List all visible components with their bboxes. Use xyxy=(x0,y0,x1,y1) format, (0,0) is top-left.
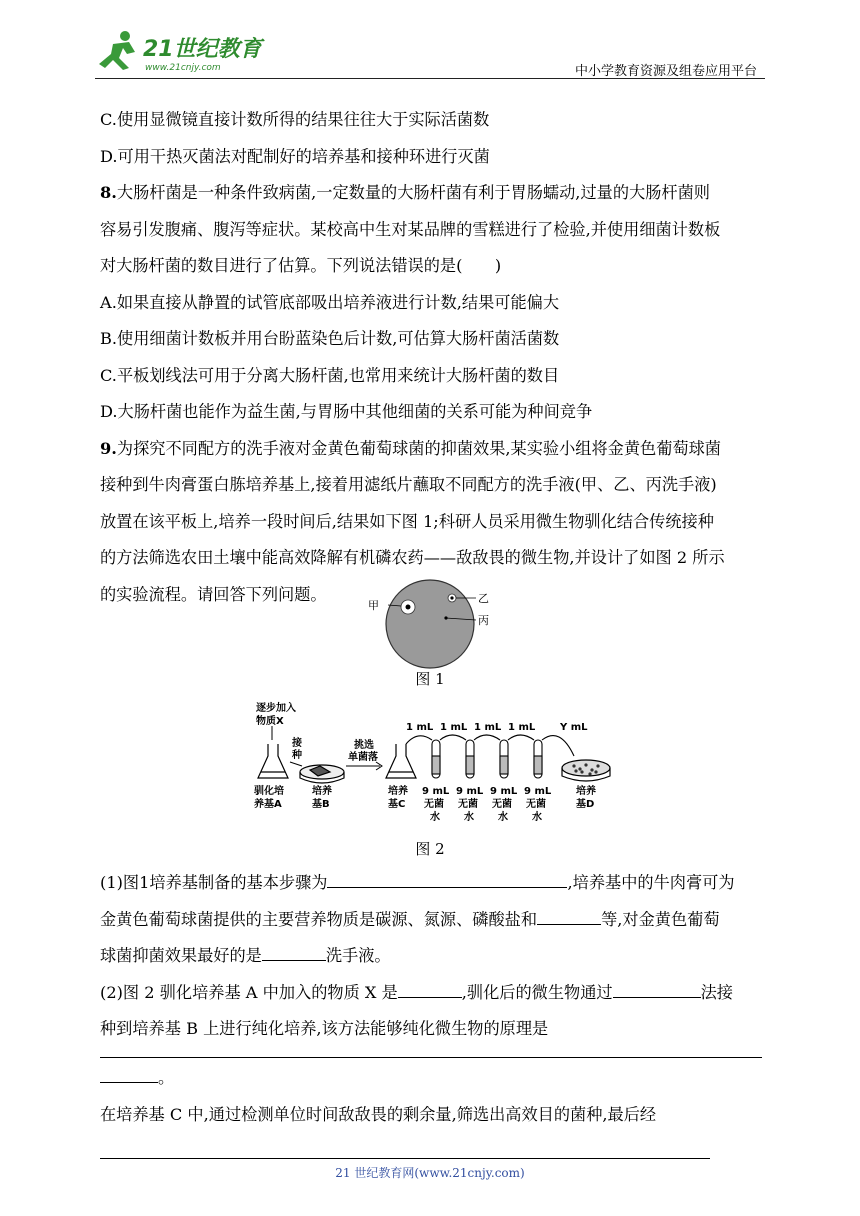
subq-2-line1 xyxy=(100,975,762,1012)
plate-b xyxy=(300,765,344,783)
vol-label-1: 1 mL xyxy=(406,722,434,733)
test-tubes xyxy=(432,740,542,778)
subq-2-text-a: (2)图 2 驯化培养基 A 中加入的物质 X 是 xyxy=(100,982,398,1002)
subq-1-text-b: ,培养基中的牛肉膏可为 xyxy=(567,873,735,892)
question-9-line2: 接种到牛肉膏蛋白胨培养基上,接着用滤纸片蘸取不同配方的洗手液(甲、乙、丙洗手液) xyxy=(100,475,717,494)
water-text-3b: 水 xyxy=(498,812,508,823)
page-header xyxy=(95,28,765,80)
option-c8: C.平板划线法可用于分离大肠杆菌,也常用来统计大肠杆菌的数目 xyxy=(100,365,560,385)
figure-1-petri-dish xyxy=(360,574,510,674)
subq-1-text-d: 等,对金黄色葡萄 xyxy=(601,909,720,929)
logo-url: www.21cnjy.com xyxy=(145,63,221,73)
question-8-line3: 对大肠杆菌的数目进行了估算。下列说法错误的是( ) xyxy=(100,256,502,275)
medium-d-label-1: 培养 xyxy=(576,786,596,797)
medium-a-label-1: 驯化培 xyxy=(254,786,284,797)
answer-blank-2[interactable] xyxy=(537,906,601,925)
water-vol-2: 9 mL xyxy=(456,786,484,797)
medium-b-label-1: 培养 xyxy=(312,786,332,797)
flask-a xyxy=(258,744,288,778)
subq-1-text-e: 球菌抑菌效果最好的是 xyxy=(100,946,262,965)
subq-1-line3 xyxy=(100,938,762,975)
answer-blank-4[interactable] xyxy=(398,979,462,998)
subq-1-text-c: 金黄色葡萄球菌提供的主要营养物质是碳源、氮源、磷酸盐和 xyxy=(100,909,538,929)
pick-label-2: 单菌落 xyxy=(348,752,378,763)
subq-1-text-a: (1)图1培养基制备的基本步骤为 xyxy=(100,873,328,892)
option-a8: A.如果直接从静置的试管底部吸出培养液进行计数,结果可能偏大 xyxy=(100,292,560,312)
plate-d xyxy=(562,760,610,781)
subq-2-line4: 在培养基 C 中,通过检测单位时间敌敌畏的剩余量,筛选出高效目的菌种,最后经 xyxy=(100,1104,657,1124)
water-text-1b: 水 xyxy=(430,812,440,823)
logo-text: 21世纪教育 xyxy=(143,37,262,62)
subq-1-line1 xyxy=(100,865,762,902)
answer-blank-6[interactable] xyxy=(100,1064,158,1083)
label-bing: 丙 xyxy=(478,614,489,627)
subq-2-text-c: 法接 xyxy=(700,982,733,1002)
answer-blank-1[interactable] xyxy=(327,869,567,888)
answer-blank-3[interactable] xyxy=(262,942,326,961)
answer-blank-5[interactable] xyxy=(613,979,701,998)
label-jia: 甲 xyxy=(368,599,379,612)
water-text-4a: 无菌 xyxy=(526,799,546,810)
footer-divider xyxy=(100,1158,710,1159)
vol-label-2: 1 mL xyxy=(440,722,468,733)
add-x-label-1: 逐步加入 xyxy=(256,703,296,714)
question-content xyxy=(100,102,762,613)
sub-questions-cont xyxy=(100,1060,762,1133)
footer-text: 21 世纪教育网(www.21cnjy.com) xyxy=(335,1166,525,1180)
figure-2-flowchart xyxy=(230,700,650,830)
subq-2-text-b: ,驯化后的微生物通过 xyxy=(461,982,613,1002)
subq-2-line3 xyxy=(100,1060,762,1097)
inoculate-label-1: 接 xyxy=(292,738,302,749)
add-x-label-2: 物质X xyxy=(256,716,284,727)
water-vol-4: 9 mL xyxy=(524,786,552,797)
vol-label-y: Y mL xyxy=(560,722,588,733)
water-text-1a: 无菌 xyxy=(424,799,444,810)
flask-c xyxy=(386,744,416,778)
option-b8: B.使用细菌计数板并用台盼蓝染色后计数,可估算大肠杆菌活菌数 xyxy=(100,329,560,348)
figure-2-caption: 图 2 xyxy=(415,840,445,858)
option-c7: C.使用显微镜直接计数所得的结果往往大于实际活菌数 xyxy=(100,110,490,129)
water-text-2a: 无菌 xyxy=(458,799,478,810)
vol-label-4: 1 mL xyxy=(508,722,536,733)
question-8-line2: 容易引发腹痛、腹泻等症状。某校高中生对某品牌的雪糕进行了检验,并使用细菌计数板 xyxy=(100,219,721,239)
question-9-number: 9. xyxy=(100,438,117,458)
question-9-line1: 为探究不同配方的洗手液对金黄色葡萄球菌的抑菌效果,某实验小组将金黄色葡萄球菌 xyxy=(116,438,721,458)
medium-c-label-2: 基C xyxy=(388,799,406,810)
question-8-number: 8. xyxy=(100,183,117,202)
option-d7: D.可用干热灭菌法对配制好的培养基和接种环进行灭菌 xyxy=(100,146,490,166)
inoculate-label-2: 种 xyxy=(292,750,302,761)
subq-2-text-e: 。 xyxy=(158,1068,175,1087)
vol-label-3: 1 mL xyxy=(474,722,502,733)
question-8-line1: 大肠杆菌是一种条件致病菌,一定数量的大肠杆菌有利于胃肠蠕动,过量的大肠杆菌则 xyxy=(116,183,710,202)
medium-b-label-2: 基B xyxy=(312,799,330,810)
site-logo xyxy=(95,28,265,74)
water-text-3a: 无菌 xyxy=(492,799,512,810)
question-9-line3: 放置在该平板上,培养一段时间后,结果如下图 1;科研人员采用微生物驯化结合传统接种 xyxy=(100,511,714,531)
medium-c-label-1: 培养 xyxy=(388,786,408,797)
question-9-line5: 的实验流程。请回答下列问题。 xyxy=(100,584,327,604)
header-divider xyxy=(95,78,765,79)
platform-name: 中小学教育资源及组卷应用平台 xyxy=(574,64,757,79)
subq-1-line2 xyxy=(100,902,762,939)
medium-d-label-2: 基D xyxy=(576,799,595,810)
water-text-2b: 水 xyxy=(464,812,474,823)
question-9-line4: 的方法筛选农田土壤中能高效降解有机磷农药——敌敌畏的微生物,并设计了如图 2 所示 xyxy=(100,548,725,567)
medium-a-label-2: 养基A xyxy=(254,799,282,810)
pick-label-1: 挑选 xyxy=(354,740,374,751)
water-text-4b: 水 xyxy=(532,812,542,823)
question-8 xyxy=(100,175,762,212)
answer-line-long[interactable] xyxy=(100,1057,762,1058)
question-9 xyxy=(100,431,762,468)
option-d8: D.大肠杆菌也能作为益生菌,与胃肠中其他细菌的关系可能为种间竞争 xyxy=(100,402,593,421)
subq-1-text-f: 洗手液。 xyxy=(325,946,391,965)
figure-1-caption: 图 1 xyxy=(415,670,445,688)
label-yi: 乙 xyxy=(478,592,489,605)
water-vol-3: 9 mL xyxy=(490,786,518,797)
subq-2-line2: 种到培养基 B 上进行纯化培养,该方法能够纯化微生物的原理是 xyxy=(100,1019,549,1038)
sub-questions xyxy=(100,865,762,1048)
water-vol-1: 9 mL xyxy=(422,786,450,797)
